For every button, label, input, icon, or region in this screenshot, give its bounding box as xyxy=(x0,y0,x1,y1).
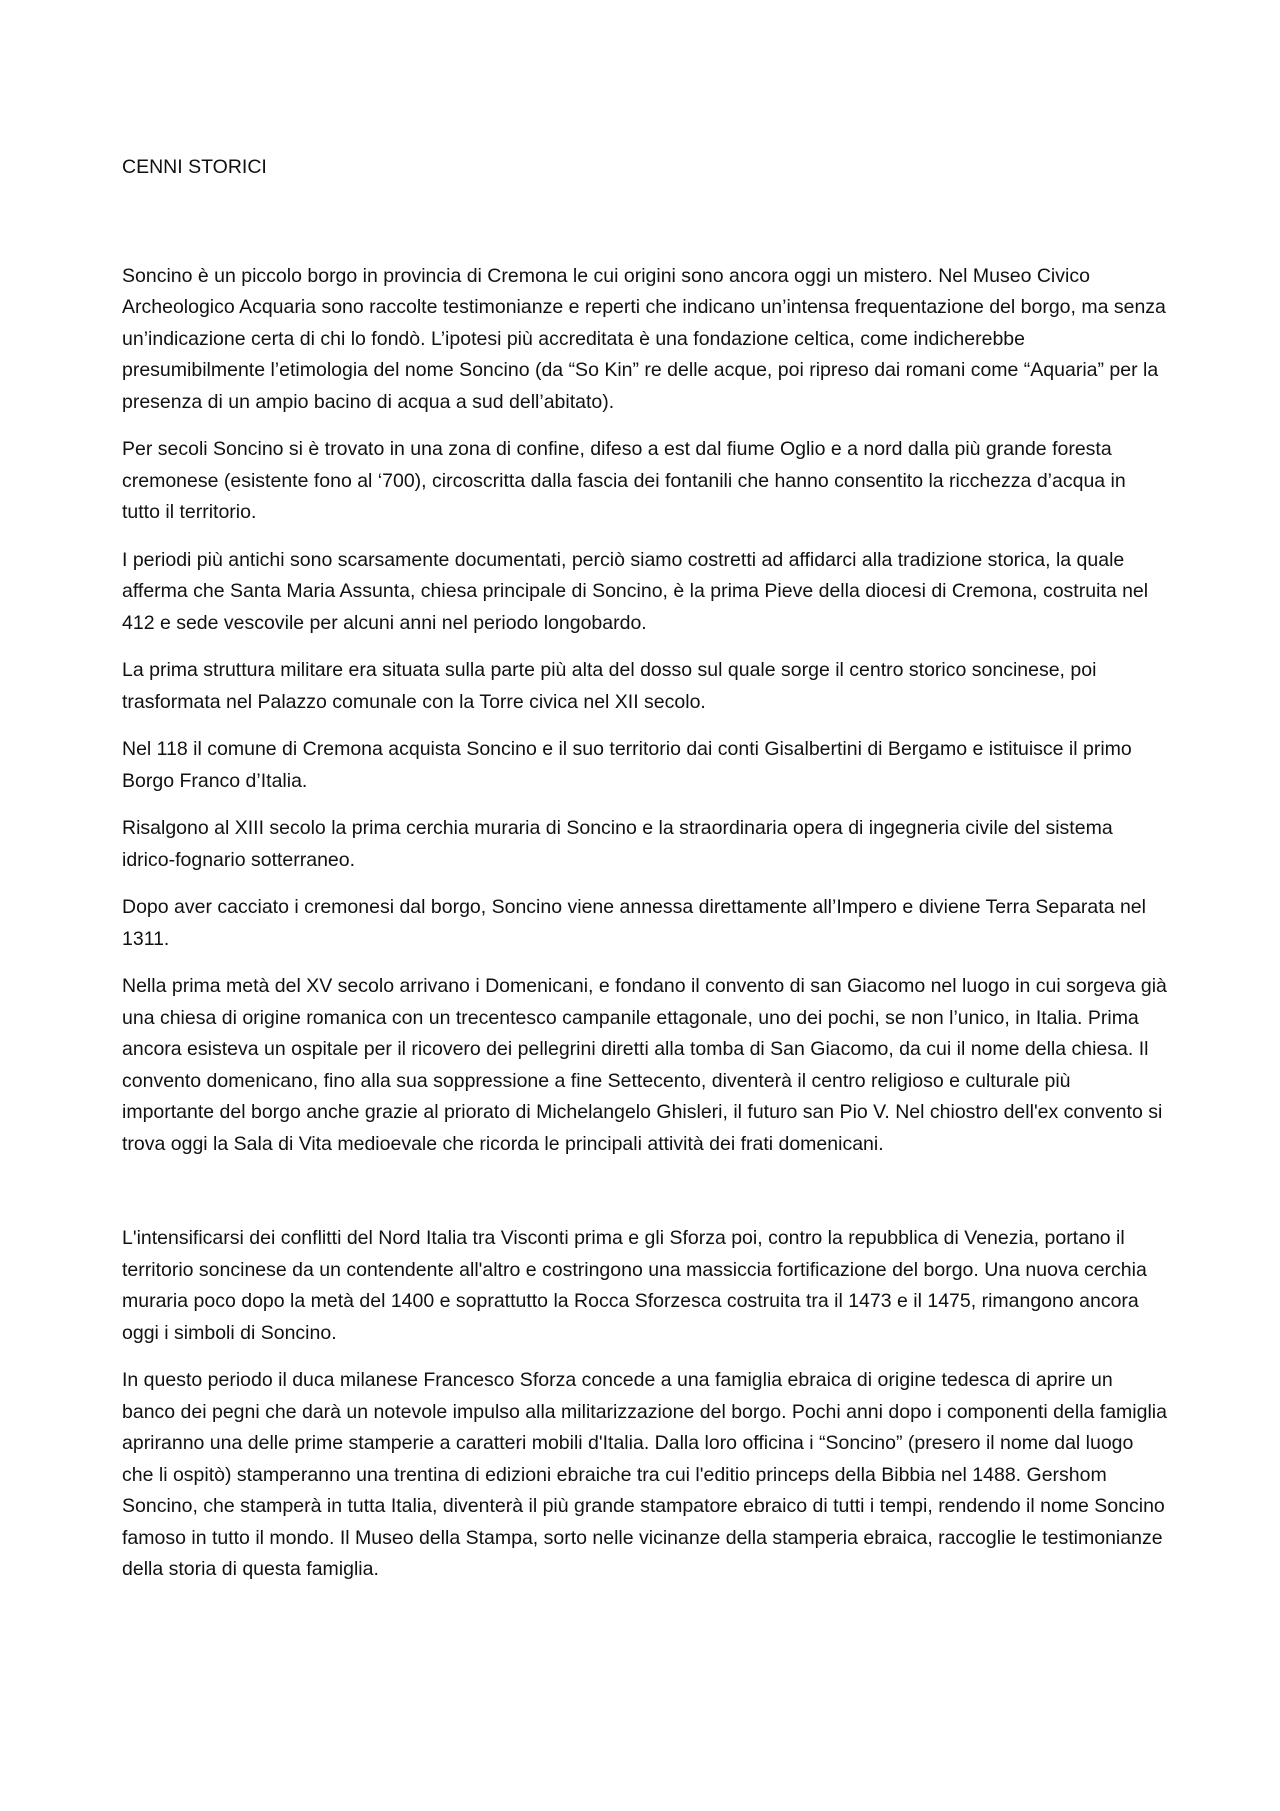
paragraph-soncino-printers: In questo periodo il duca milanese Francesco Sforza concede a una famiglia ebraica di origine tedesca di aprire un banco dei pegni che darà un notevole impulso alla militarizzazione del borgo. Pochi anni dopo i componenti della famiglia apriranno una delle prime stamperie a caratteri mobili d'Italia. Dalla loro officina i “Soncino” (presero il nome dal luogo che li ospitò) stamperanno una trentina di edizioni ebraiche tra cui l'editio princeps della Bibbia nel 1488. Gershom Soncino, che stamperà in tutta Italia, diventerà il più grande stampatore ebraico di tutti i tempi, rendendo il nome Soncino famoso in tutto il mondo. Il Museo della Stampa, sorto nelle vicinanze della stamperia ebraica, raccoglie le testimonianze della storia di questa famiglia. xyxy=(122,1369,1167,1580)
paragraph-sforza-conflicts: L'intensificarsi dei conflitti del Nord Italia tra Visconti prima e gli Sforza poi, contro la repubblica di Venezia, portano il territorio soncinese da un contendente all'altro e costringono una massiccia fortificazione del borgo. Una nuova cerchia muraria poco dopo la metà del 1400 e soprattutto la Rocca Sforzesca costruita tra il 1473 e il 1475, rimangono ancora oggi i simboli di Soncino. xyxy=(122,1227,1147,1344)
paragraph-borgo-franco: Nel 118 il comune di Cremona acquista Soncino e il suo territorio dai conti Gisalbertini di Bergamo e istituisce il primo Borgo Franco d’Italia. xyxy=(122,738,1132,792)
document-page xyxy=(122,152,1167,1602)
paragraph-military-structure: La prima struttura militare era situata sulla parte più alta del dosso sul quale sorge il centro storico soncinese, poi trasformata nel Palazzo comunale con la Torre civica nel XII secolo. xyxy=(122,659,1097,713)
paragraph-walls-xiii: Risalgono al XIII secolo la prima cerchia muraria di Soncino e la straordinaria opera di ingegneria civile del sistema idrico-fognario sotterraneo. xyxy=(122,817,1113,871)
paragraph-terra-separata: Dopo aver cacciato i cremonesi dal borgo, Soncino viene annessa direttamente all’Impero e diviene Terra Separata nel 1311. xyxy=(122,896,1146,950)
paragraph-origins: Soncino è un piccolo borgo in provincia di Cremona le cui origini sono ancora oggi un mistero. Nel Museo Civico Archeologico Acquaria sono raccolte testimonianze e reperti che indicano un’intensa frequentazione del borgo, ma senza un’indicazione certa di chi lo fondò. L’ipotesi più accreditata è una fondazione celtica, come indicherebbe presumibilmente l’etimologia del nome Soncino (da “So Kin” re delle acque, poi ripreso dai romani come “Aquaria” per la presenza di un ampio bacino di acqua a sud dell’abitato). xyxy=(122,264,1166,413)
paragraph-border-zone: Per secoli Soncino si è trovato in una zona di confine, difeso a est dal fiume Oglio e a nord dalla più grande foresta cremonese (esistente fono al ‘700), circoscritta dalla fascia dei fontanili che hanno consentito la ricchezza d’acqua in tutto il territorio. xyxy=(122,438,1126,523)
document-title: CENNI STORICI xyxy=(122,156,267,178)
paragraph-break xyxy=(122,1176,1167,1223)
paragraph-dominicans: Nella prima metà del XV secolo arrivano i Domenicani, e fondano il convento di san Giacomo nel luogo in cui sorgeva già una chiesa di origine romanica con un trecentesco campanile ettagonale, uno dei pochi, se non l’unico, in Italia. Prima ancora esisteva un ospitale per il ricovero dei pellegrini diretti alla tomba di San Giacomo, da cui il nome della chiesa. Il convento domenicano, fino alla sua soppressione a fine Settecento, diventerà il centro religioso e culturale più importante del borgo anche grazie al priorato di Michelangelo Ghisleri, il futuro san Pio V. Nel chiostro dell'ex convento si trova oggi la Sala di Vita medioevale che ricorda le principali attività dei frati domenicani. xyxy=(122,975,1167,1155)
paragraph-ancient-periods: I periodi più antichi sono scarsamente documentati, perciò siamo costretti ad affidarci alla tradizione storica, la quale afferma che Santa Maria Assunta, chiesa principale di Soncino, è la prima Pieve della diocesi di Cremona, costruita nel 412 e sede vescovile per alcuni anni nel periodo longobardo. xyxy=(122,548,1149,634)
